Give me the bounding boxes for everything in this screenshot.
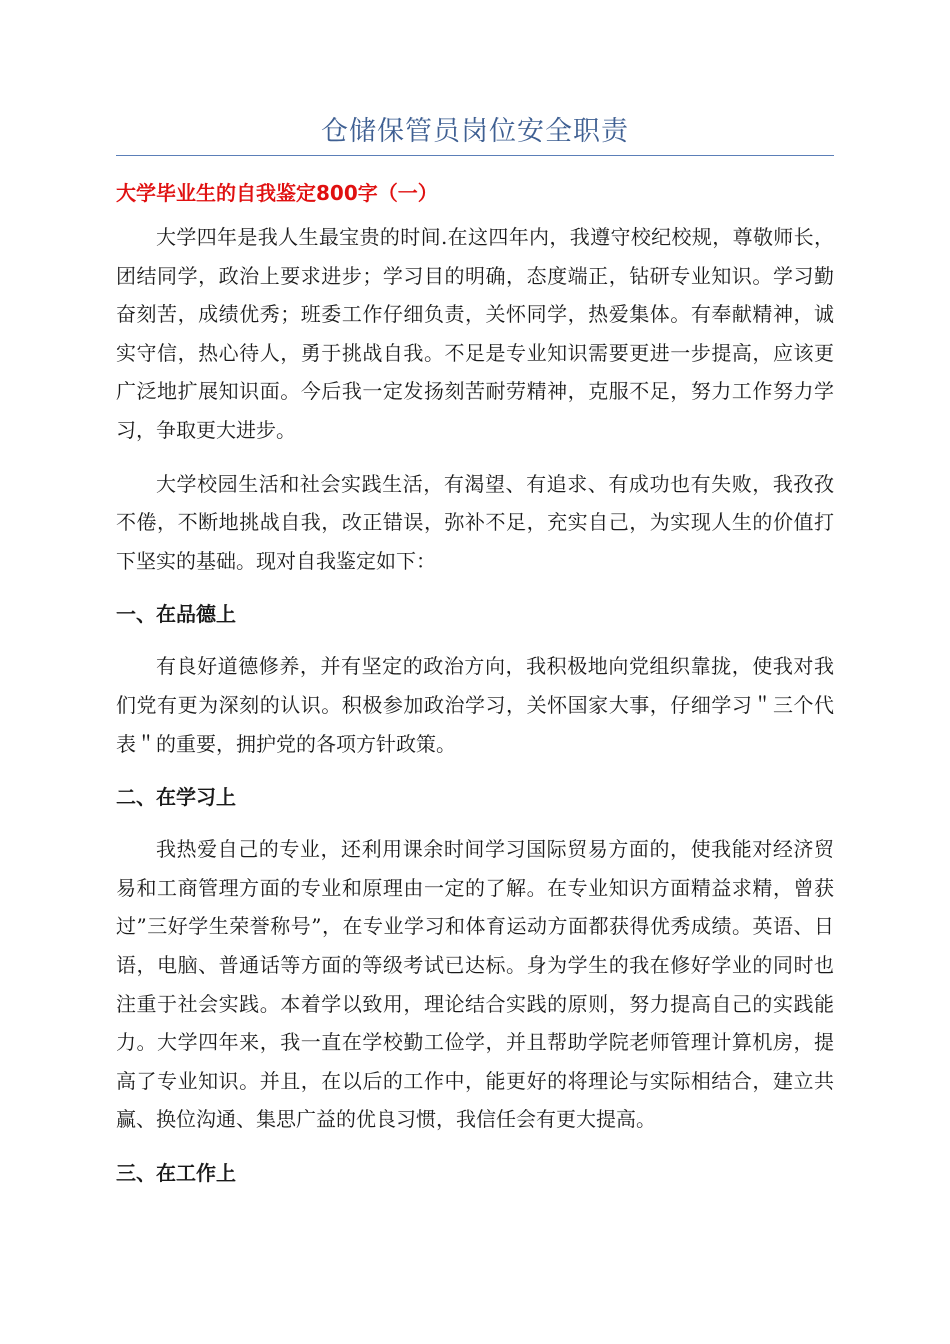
subsection-heading-study: 二、在学习上 (116, 785, 236, 810)
subsection-heading-morality: 一、在品德上 (116, 602, 236, 627)
section-heading: 大学毕业生的自我鉴定800字（一） (116, 181, 438, 205)
subsection-heading-work: 三、在工作上 (116, 1160, 236, 1185)
subsection-paragraph-morality: 有良好道德修养，并有坚定的政治方向，我积极地向党组织靠拢，使我对我们党有更为深刻的认识。积极参加政治学习，关怀国家大事，仔细学习＂三个代表＂的重要，拥护党的各项方针政策。 (116, 654, 834, 756)
intro-paragraph-1: 大学四年是我人生最宝贵的时间.在这四年内，我遵守校纪校规，尊敬师长，团结同学，政治上要求进步；学习目的明确，态度端正，钻研专业知识。学习勤奋刻苦，成绩优秀；班委工作仔细负责，关怀同学，热爱集体。有奉献精神，诚实守信，热心待人，勇于挑战自我。不足是专业知识需要更进一步提高，应该更广泛地扩展知识面。今后我一定发扬刻苦耐劳精神，克服不足，努力工作努力学习，争取更大进步。 (116, 225, 834, 442)
intro-paragraph-2: 大学校园生活和社会实践生活，有渴望、有追求、有成功也有失败，我孜孜不倦，不断地挑战自我，改正错误，弥补不足，充实自己，为实现人生的价值打下坚实的基础。现对自我鉴定如下： (116, 471, 834, 573)
document-title: 仓储保管员岗位安全职责 (321, 116, 629, 147)
subsection-paragraph-study: 我热爱自己的专业，还利用课余时间学习国际贸易方面的，使我能对经济贸易和工商管理方面的专业和原理由一定的了解。在专业知识方面精益求精，曾获过”三好学生荣誉称号”，在专业学习和体育运动方面都获得优秀成绩。英语、日语，电脑、普通话等方面的等级考试已达标。身为学生的我在修好学业的同时也注重于社会实践。本着学以致用，理论结合实践的原则，努力提高自己的实践能力。大学四年来，我一直在学校勤工俭学，并且帮助学院老师管理计算机房，提高了专业知识。并且，在以后的工作中，能更好的将理论与实际相结合，建立共赢、换位沟通、集思广益的优良习惯，我信任会有更大提高。 (116, 837, 834, 1132)
document-body (116, 174, 834, 1206)
title-divider (116, 155, 834, 156)
